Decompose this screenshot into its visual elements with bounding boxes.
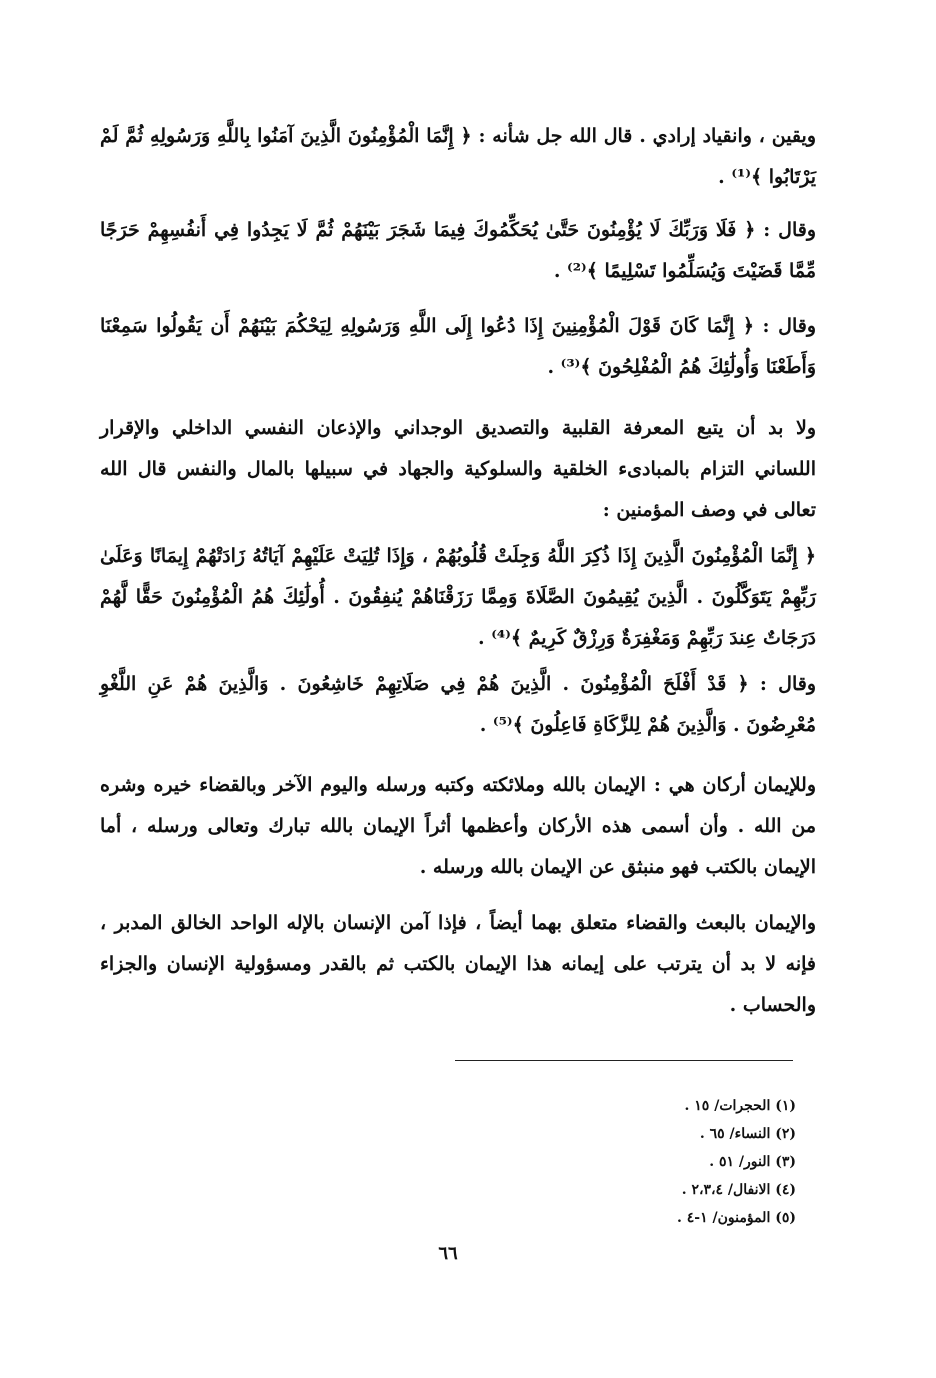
paragraph-text: وللإيمان أركان هي : الإيمان بالله وملائكته وكتبه ورسله واليوم الآخر وبالقضاء خيره وشره من الله . وأن أسمى هذه الأركان وأعظمها أثراً الإيمان بالله تبارك وتعالى ورسله ، أما الإيمان بالكتب فهو منبثق عن الإيمان بالله ورسله . xyxy=(100,774,816,878)
paragraph-text: ﴿ إِنَّمَا الْمُؤْمِنُونَ الَّذِينَ إِذَا ذُكِرَ اللَّهُ وَجِلَتْ قُلُوبُهُمْ ، وَإِذَا تُلِيَتْ عَلَيْهِمْ آيَاتُهُ زَادَتْهُمْ إِيمَانًا وَعَلَىٰ رَبِّهِمْ يَتَوَكَّلُونَ . الَّذِينَ يُقِيمُونَ الصَّلَاةَ وَمِمَّا رَزَقْنَاهُمْ يُنفِقُونَ . أُولَٰئِكَ هُمُ الْمُؤْمِنُونَ حَقًّا لَّهُمْ دَرَجَاتٌ عِندَ رَبِّهِمْ وَمَغْفِرَةٌ وَرِزْقٌ كَرِيمٌ ﴾⁽⁴⁾ . xyxy=(100,545,816,649)
paragraph-6 xyxy=(100,664,816,746)
footnote-5: (٥) المؤمنون/ ١-٤ . xyxy=(677,1210,796,1226)
paragraph-2 xyxy=(100,210,816,292)
paragraph-text: وقال : ﴿ فَلَا وَرَبِّكَ لَا يُؤْمِنُونَ حَتَّىٰ يُحَكِّمُوكَ فِيمَا شَجَرَ بَيْنَهُمْ ثُمَّ لَا يَجِدُوا فِي أَنفُسِهِمْ حَرَجًا مِّمَّا قَضَيْتَ وَيُسَلِّمُوا تَسْلِيمًا ﴾⁽²⁾ . xyxy=(100,219,816,282)
footnote-divider xyxy=(455,1060,793,1061)
page-number: ٦٦ xyxy=(438,1243,458,1264)
paragraph-3 xyxy=(100,306,816,388)
paragraph-7 xyxy=(100,765,816,888)
paragraph-5 xyxy=(100,536,816,659)
paragraph-text: ولا بد أن يتبع المعرفة القلبية والتصديق الوجداني والإذعان النفسي الداخلي والإقرار اللساني التزام بالمبادىء الخلقية والسلوكية والجهاد في سبيلها بالمال والنفس قال الله تعالى في وصف المؤمنين : xyxy=(100,417,816,521)
footnote-4: (٤) الانفال/ ٢،٣،٤ . xyxy=(681,1182,796,1198)
paragraph-text: وقال : ﴿ إِنَّمَا كَانَ قَوْلَ الْمُؤْمِنِينَ إِذَا دُعُوا إِلَى اللَّهِ وَرَسُولِهِ لِيَحْكُمَ بَيْنَهُمْ أَن يَقُولُوا سَمِعْنَا وَأَطَعْنَا وَأُولَٰئِكَ هُمُ الْمُفْلِحُونَ ﴾⁽³⁾ . xyxy=(100,315,816,378)
footnotes xyxy=(496,1092,796,1232)
footnote-1: (١) الحجرات/ ١٥ . xyxy=(684,1098,796,1114)
footnote-3: (٣) النور/ ٥١ . xyxy=(709,1154,796,1170)
paragraph-1 xyxy=(100,116,816,198)
paragraph-4 xyxy=(100,408,816,531)
footnote-2: (٢) النساء/ ٦٥ . xyxy=(699,1126,796,1142)
paragraph-text: والإيمان بالبعث والقضاء متعلق بهما أيضاً ، فإذا آمن الإنسان بالإله الواحد الخالق المدبر ، فإنه لا بد أن يترتب على إيمانه هذا الإيمان بالكتب ثم بالقدر ومسؤولية الإنسان والجزاء والحساب . xyxy=(100,912,816,1016)
paragraph-text: ويقين ، وانقياد إرادي . قال الله جل شأنه : ﴿ إِنَّمَا الْمُؤْمِنُونَ الَّذِينَ آمَنُوا بِاللَّهِ وَرَسُولِهِ ثُمَّ لَمْ يَرْتَابُوا ﴾⁽¹⁾ . xyxy=(100,125,816,188)
paragraph-8 xyxy=(100,903,816,1026)
paragraph-text: وقال : ﴿ قَدْ أَفْلَحَ الْمُؤْمِنُونَ . الَّذِينَ هُمْ فِي صَلَاتِهِمْ خَاشِعُونَ . وَالَّذِينَ هُمْ عَنِ اللَّغْوِ مُعْرِضُونَ . وَالَّذِينَ هُمْ لِلزَّكَاةِ فَاعِلُونَ ﴾⁽⁵⁾ . xyxy=(100,673,816,736)
